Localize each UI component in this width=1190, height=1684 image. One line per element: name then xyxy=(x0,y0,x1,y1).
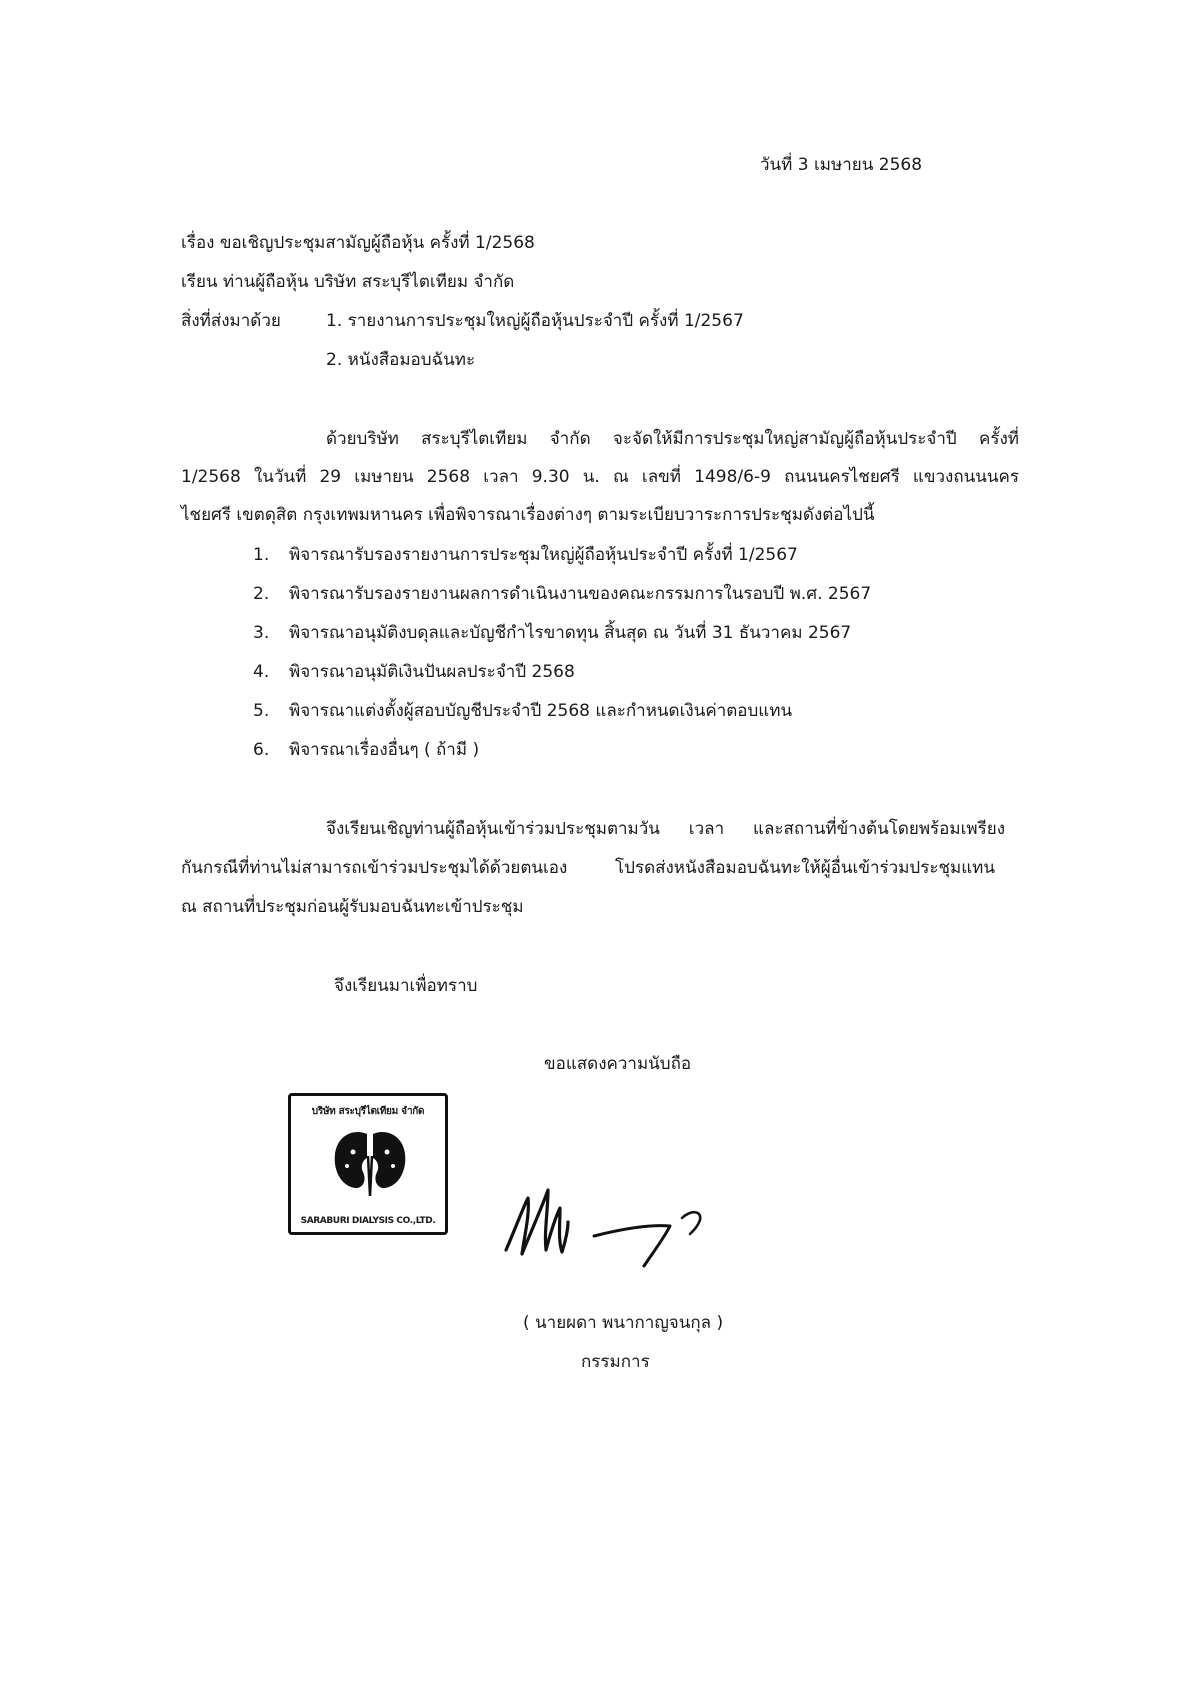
intro-paragraph-line: ด้วยบริษัท สระบุรีไตเทียม จำกัด จะจัดให้มีการประชุมใหญ่สามัญผู้ถือหุ้นประจำปี ครั้งที่ xyxy=(326,429,1019,449)
letter-recipient: เรียน ท่านผู้ถือหุ้น บริษัท สระบุรีไตเทียม จำกัด xyxy=(181,272,515,292)
enclosures-label: สิ่งที่ส่งมาด้วย xyxy=(181,311,281,331)
agenda-text: พิจารณาเรื่องอื่นๆ ( ถ้ามี ) xyxy=(289,740,480,760)
agenda-item xyxy=(253,699,792,723)
closing-line: จึงเรียนมาเพื่อทราบ xyxy=(334,976,478,996)
signature-image xyxy=(488,1180,758,1270)
invitation-paragraph-line: กันกรณีที่ท่านไม่สามารถเข้าร่วมประชุมได้ด้วยตนเอง โปรดส่งหนังสือมอบฉันทะให้ผู้อื่นเข้าร่วมประชุมแทน xyxy=(181,858,995,878)
agenda-text: พิจารณาอนุมัติเงินปันผลประจำปี 2568 xyxy=(289,662,575,682)
agenda-number: 5. xyxy=(253,701,270,721)
invitation-paragraph-line: ณ สถานที่ประชุมก่อนผู้รับมอบฉันทะเข้าประชุม xyxy=(181,897,524,917)
agenda-item xyxy=(253,582,871,606)
agenda-number: 3. xyxy=(253,623,270,643)
intro-paragraph-line: ไชยศรี เขตดุสิต กรุงเทพมหานคร เพื่อพิจารณาเรื่องต่างๆ ตามระเบียบวาระการประชุมดังต่อไปนี้ xyxy=(181,505,875,525)
kidney-logo-icon xyxy=(327,1126,413,1200)
stamp-english-text: SARABURI DIALYSIS CO.,LTD. xyxy=(300,1216,436,1226)
agenda-number: 2. xyxy=(253,584,270,604)
agenda-item xyxy=(253,738,479,762)
agenda-item xyxy=(253,543,798,567)
enclosure-item: 1. รายงานการประชุมใหญ่ผู้ถือหุ้นประจำปี ครั้งที่ 1/2567 xyxy=(326,311,744,331)
signatory-name: ( นายผดา พนากาญจนกุล ) xyxy=(523,1313,724,1333)
agenda-number: 4. xyxy=(253,662,270,682)
invitation-paragraph-line: จึงเรียนเชิญท่านผู้ถือหุ้นเข้าร่วมประชุมตามวัน เวลา และสถานที่ข้างต้นโดยพร้อมเพรียง xyxy=(326,819,1005,839)
salutation: ขอแสดงความนับถือ xyxy=(544,1054,692,1074)
company-stamp xyxy=(288,1093,448,1235)
agenda-item xyxy=(253,621,851,645)
letter-subject: เรื่อง ขอเชิญประชุมสามัญผู้ถือหุ้น ครั้งที่ 1/2568 xyxy=(181,233,535,253)
agenda-text: พิจารณาแต่งตั้งผู้สอบบัญชีประจำปี 2568 และกำหนดเงินค่าตอบแทน xyxy=(289,701,793,721)
signatory-title: กรรมการ xyxy=(581,1352,650,1372)
agenda-number: 6. xyxy=(253,740,270,760)
letter-date: วันที่ 3 เมษายน 2568 xyxy=(760,155,923,175)
agenda-text: พิจารณาอนุมัติงบดุลและบัญชีกำไรขาดทุน สิ้นสุด ณ วันที่ 31 ธันวาคม 2567 xyxy=(289,623,852,643)
agenda-text: พิจารณารับรองรายงานผลการดำเนินงานของคณะกรรมการในรอบปี พ.ศ. 2567 xyxy=(289,584,872,604)
agenda-item xyxy=(253,660,575,684)
agenda-number: 1. xyxy=(253,545,270,565)
intro-paragraph-line: 1/2568 ในวันที่ 29 เมษายน 2568 เวลา 9.30 น. ณ เลขที่ 1498/6-9 ถนนนครไชยศรี แขวงถนนนคร xyxy=(181,467,1019,487)
enclosure-item: 2. หนังสือมอบฉันทะ xyxy=(326,350,476,370)
stamp-thai-text: บริษัท สระบุรีไตเทียม จำกัด xyxy=(311,1106,425,1117)
agenda-text: พิจารณารับรองรายงานการประชุมใหญ่ผู้ถือหุ้นประจำปี ครั้งที่ 1/2567 xyxy=(289,545,798,565)
